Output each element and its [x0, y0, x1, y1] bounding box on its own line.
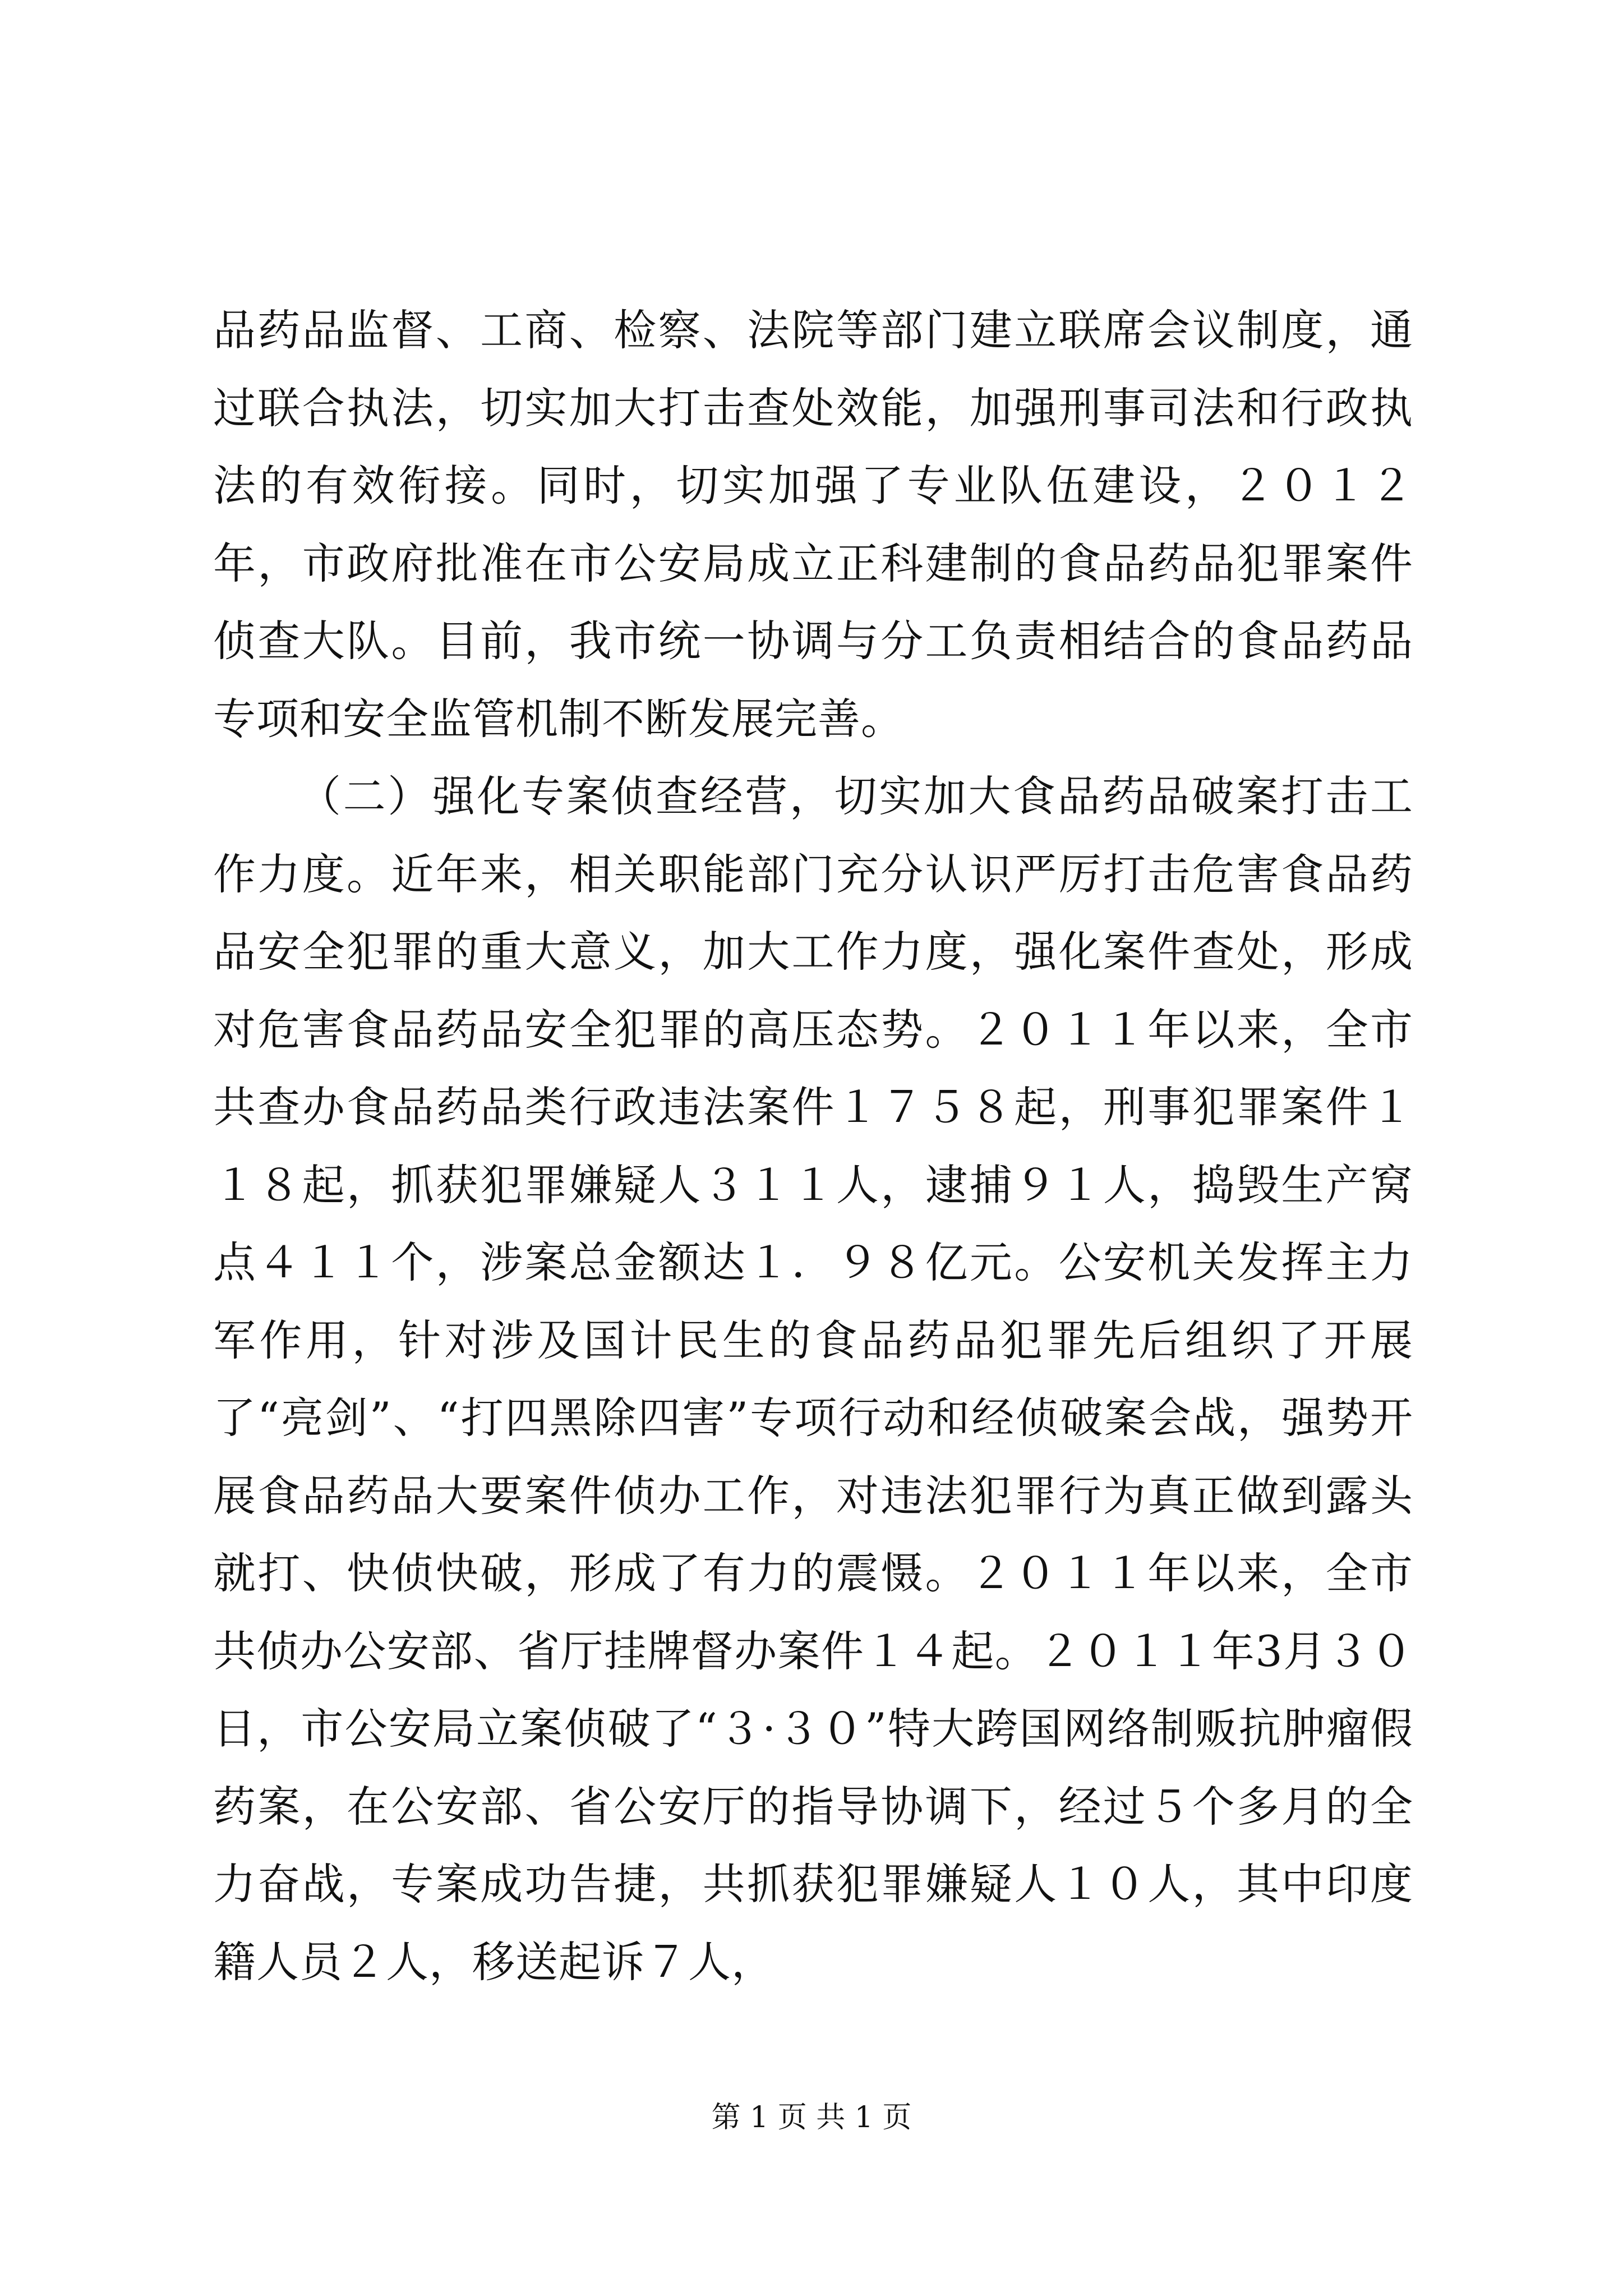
page-footer: 第 1 页 共 1 页 [711, 2101, 912, 2134]
paragraph-continuation: 品药品监督、工商、检察、法院等部门建立联席会议制度，通过联合执法，切实加大打击查处效能，加强刑事司法和行政执法的有效衔接。同时，切实加强了专业队伍建设，２０１２年，市政府批准在市公安局成立正科建制的食品药品犯罪案件侦查大队。目前，我市统一协调与分工负责相结合的食品药品专项和安全监管机制不断发展完善。 [213, 305, 1413, 744]
paragraph-section-two: （二）强化专案侦查经营，切实加大食品药品破案打击工作力度。近年来，相关职能部门充分认识严厉打击危害食品药品安全犯罪的重大意义，加大工作力度，强化案件查处，形成对危害食品药品安全犯罪的高压态势。２０１１年以来，全市共查办食品药品类行政违法案件１７５８起，刑事犯罪案件１１８起，抓获犯罪嫌疑人３１１人，逮捕９１人，捣毁生产窝点４１１个，涉案总金额达１．９８亿元。公安机关发挥主力军作用，针对涉及国计民生的食品药品犯罪先后组织了开展了“亮剑”、“打四黑除四害”专项行动和经侦破案会战，强势开展食品药品大要案件侦办工作，对违法犯罪行为真正做到露头就打、快侦快破，形成了有力的震慑。２０１１年以来，全市共侦办公安部、省厅挂牌督办案件１４起。２０１１年3月３０日，市公安局立案侦破了“３·３０”特大跨国网络制贩抗肿瘤假药案，在公安部、省公安厅的指导协调下，经过５个多月的全力奋战，专案成功告捷，共抓获犯罪嫌疑人１０人，其中印度籍人员２人，移送起诉７人， [213, 771, 1413, 1987]
document-body [213, 292, 1413, 2001]
